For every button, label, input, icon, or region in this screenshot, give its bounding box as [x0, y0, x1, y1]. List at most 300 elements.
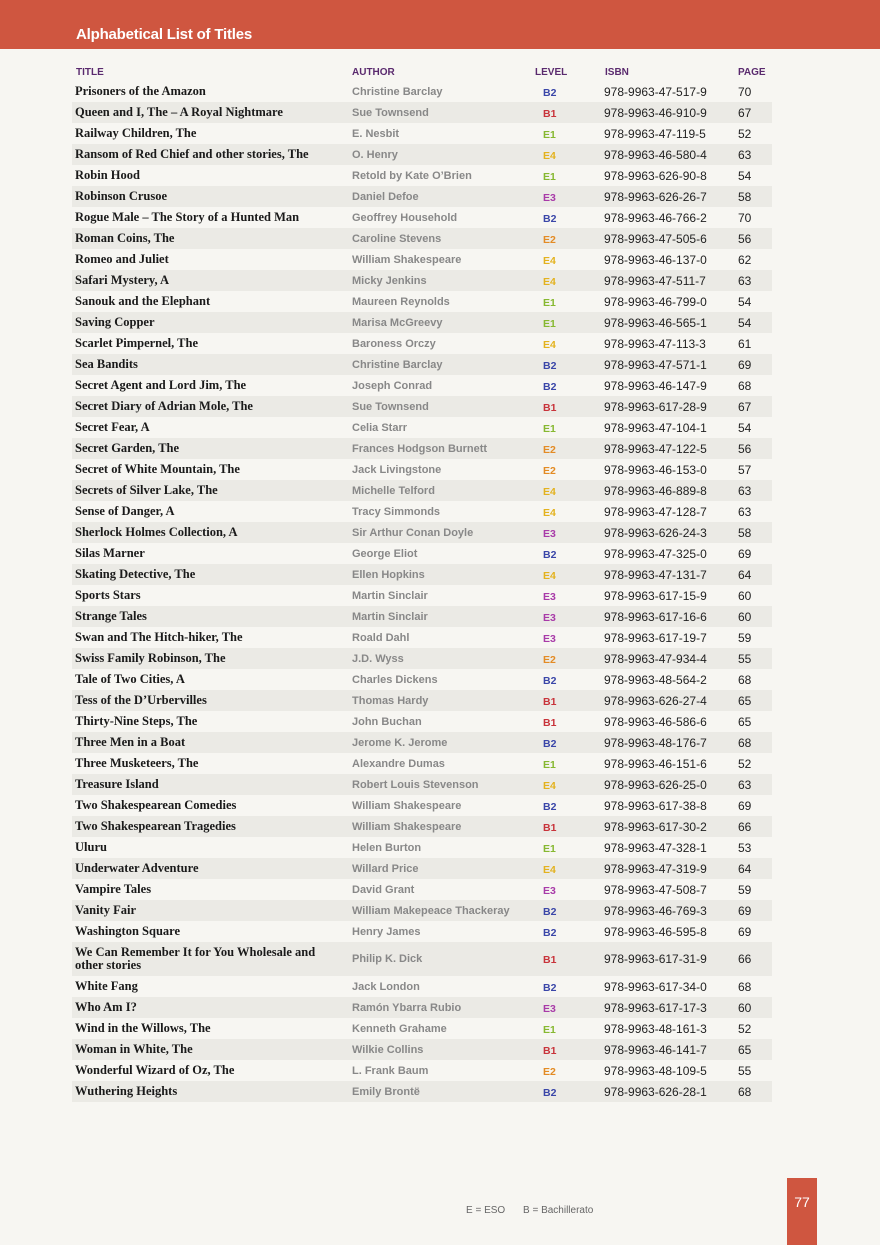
isbn-cell: 978-9963-46-769-3	[604, 903, 707, 918]
author-cell: Jerome K. Jerome	[352, 736, 448, 749]
page-cell: 54	[738, 420, 752, 435]
level-cell: B1	[543, 401, 557, 414]
page-cell: 64	[738, 567, 752, 582]
isbn-cell: 978-9963-626-24-3	[604, 525, 707, 540]
isbn-cell: 978-9963-46-799-0	[604, 294, 707, 309]
level-cell: B2	[543, 800, 557, 813]
title-cell: Secrets of Silver Lake, The	[75, 483, 218, 497]
page-cell: 52	[738, 126, 752, 141]
title-cell: Skating Detective, The	[75, 567, 196, 581]
title-cell: Rogue Male – The Story of a Hunted Man	[75, 210, 300, 224]
isbn-cell: 978-9963-617-19-7	[604, 630, 707, 645]
author-cell: Henry James	[352, 925, 421, 938]
table-row	[72, 627, 772, 648]
title-cell: Sea Bandits	[75, 357, 138, 371]
isbn-cell: 978-9963-47-128-7	[604, 504, 707, 519]
table-row	[72, 270, 772, 291]
title-cell: Tale of Two Cities, A	[75, 672, 185, 686]
page-cell: 69	[738, 924, 752, 939]
isbn-cell: 978-9963-617-31-9	[604, 952, 707, 966]
title-cell: Wind in the Willows, The	[75, 1021, 211, 1035]
isbn-cell: 978-9963-46-889-8	[604, 483, 707, 498]
title-cell: Sanouk and the Elephant	[75, 294, 211, 308]
level-cell: B2	[543, 981, 557, 994]
author-cell: Robert Louis Stevenson	[352, 778, 479, 791]
page-cell: 68	[738, 735, 752, 750]
table-row	[72, 921, 772, 942]
isbn-cell: 978-9963-46-565-1	[604, 315, 707, 330]
author-cell: Sir Arthur Conan Doyle	[352, 526, 474, 539]
author-cell: Ramón Ybarra Rubio	[352, 1001, 462, 1014]
isbn-cell: 978-9963-47-119-5	[604, 126, 706, 141]
table-row	[72, 837, 772, 858]
author-cell: Sue Townsend	[352, 106, 429, 119]
title-cell: Wonderful Wizard of Oz, The	[75, 1063, 235, 1077]
column-header-author: AUTHOR	[352, 67, 395, 78]
table-row	[72, 669, 772, 690]
page-title: Alphabetical List of Titles	[76, 26, 253, 43]
author-cell: Christine Barclay	[352, 358, 443, 371]
isbn-cell: 978-9963-48-109-5	[604, 1063, 707, 1078]
author-cell: Roald Dahl	[352, 631, 410, 644]
author-cell: Caroline Stevens	[352, 232, 442, 245]
title-cell: Underwater Adventure	[75, 861, 199, 875]
level-cell: E1	[543, 170, 556, 183]
level-cell: B2	[543, 1086, 557, 1099]
page-cell: 69	[738, 903, 752, 918]
table-row	[72, 480, 772, 501]
title-cell: Romeo and Juliet	[75, 252, 169, 266]
level-cell: B2	[543, 359, 557, 372]
author-cell: Jack Livingstone	[352, 463, 442, 476]
title-cell: Who Am I?	[75, 1000, 137, 1014]
isbn-cell: 978-9963-46-137-0	[604, 252, 707, 267]
table-row	[72, 417, 772, 438]
author-cell: Sue Townsend	[352, 400, 429, 413]
title-cell: Sports Stars	[75, 588, 141, 602]
page-number-tab	[787, 1178, 817, 1245]
isbn-cell: 978-9963-617-15-9	[604, 588, 707, 603]
table-row	[72, 375, 772, 396]
level-cell: E2	[543, 233, 556, 246]
table-row	[72, 81, 772, 102]
isbn-cell: 978-9963-47-505-6	[604, 231, 707, 246]
isbn-cell: 978-9963-47-319-9	[604, 861, 707, 876]
table-row	[72, 354, 772, 375]
title-cell: Woman in White, The	[75, 1042, 193, 1056]
page-cell: 66	[738, 819, 752, 834]
author-cell: Marisa McGreevy	[352, 316, 443, 329]
table-row	[72, 123, 772, 144]
page-cell: 57	[738, 462, 752, 477]
isbn-cell: 978-9963-47-113-3	[604, 336, 706, 351]
page-cell: 62	[738, 252, 752, 267]
title-cell: Two Shakespearean Tragedies	[75, 819, 236, 833]
level-cell: E3	[543, 191, 556, 204]
level-cell: B2	[543, 905, 557, 918]
level-cell: E4	[543, 149, 556, 162]
author-cell: Thomas Hardy	[352, 694, 429, 707]
isbn-cell: 978-9963-46-141-7	[604, 1042, 707, 1057]
page-cell: 63	[738, 504, 752, 519]
page-cell: 67	[738, 399, 752, 414]
author-cell: David Grant	[352, 883, 415, 896]
title-cell: Queen and I, The – A Royal Nightmare	[75, 105, 283, 119]
title-cell: Treasure Island	[75, 777, 159, 791]
level-cell: B2	[543, 737, 557, 750]
isbn-cell: 978-9963-626-28-1	[604, 1084, 707, 1099]
page-cell: 54	[738, 294, 752, 309]
isbn-cell: 978-9963-47-131-7	[604, 567, 707, 582]
title-cell: White Fang	[75, 979, 138, 993]
page-cell: 64	[738, 861, 752, 876]
page-cell: 69	[738, 357, 752, 372]
title-cell: We Can Remember It for You Wholesale and other stories	[75, 945, 316, 972]
isbn-cell: 978-9963-617-38-8	[604, 798, 707, 813]
page-cell: 58	[738, 189, 752, 204]
title-cell: Secret of White Mountain, The	[75, 462, 240, 476]
author-cell: Daniel Defoe	[352, 190, 419, 203]
author-cell: Helen Burton	[352, 841, 422, 854]
level-cell: B2	[543, 212, 557, 225]
title-cell: Robin Hood	[75, 168, 140, 182]
level-cell: E3	[543, 527, 556, 540]
table-row	[72, 165, 772, 186]
author-cell: O. Henry	[352, 148, 398, 161]
table-row	[72, 291, 772, 312]
page-cell: 65	[738, 693, 752, 708]
table-row	[72, 997, 772, 1018]
table-row	[72, 711, 772, 732]
title-cell: Three Men in a Boat	[75, 735, 186, 749]
page-cell: 59	[738, 882, 752, 897]
level-cell: E3	[543, 632, 556, 645]
page-cell: 63	[738, 273, 752, 288]
level-cell: B2	[543, 926, 557, 939]
author-cell: J.D. Wyss	[352, 652, 404, 665]
author-cell: Martin Sinclair	[352, 589, 428, 602]
page-cell: 68	[738, 378, 752, 393]
title-cell: Safari Mystery, A	[75, 273, 170, 287]
author-cell: Frances Hodgson Burnett	[352, 442, 488, 455]
level-cell: E4	[543, 569, 556, 582]
page-cell: 70	[738, 210, 752, 225]
author-cell: Geoffrey Household	[352, 211, 458, 224]
level-cell: E4	[543, 275, 556, 288]
isbn-cell: 978-9963-617-30-2	[604, 819, 707, 834]
author-cell: Wilkie Collins	[352, 1043, 424, 1056]
level-cell: E2	[543, 1065, 556, 1078]
page-cell: 65	[738, 714, 752, 729]
level-cell: E2	[543, 653, 556, 666]
table-row	[72, 900, 772, 921]
table-row	[72, 1018, 772, 1039]
page-cell: 55	[738, 1063, 752, 1078]
table-row	[72, 858, 772, 879]
author-cell: Joseph Conrad	[352, 379, 433, 392]
level-cell: B2	[543, 380, 557, 393]
level-cell: E2	[543, 443, 556, 456]
level-cell: E1	[543, 422, 556, 435]
author-cell: Kenneth Grahame	[352, 1022, 447, 1035]
author-cell: William Shakespeare	[352, 799, 462, 812]
level-cell: E3	[543, 1002, 556, 1015]
table-row	[72, 207, 772, 228]
author-cell: Emily Brontë	[352, 1085, 420, 1098]
title-cell: Three Musketeers, The	[75, 756, 199, 770]
isbn-cell: 978-9963-46-153-0	[604, 462, 707, 477]
title-cell: Scarlet Pimpernel, The	[75, 336, 199, 350]
title-cell: Secret Diary of Adrian Mole, The	[75, 399, 253, 413]
title-cell: Vampire Tales	[75, 882, 152, 896]
page-cell: 70	[738, 84, 752, 99]
title-cell: Swiss Family Robinson, The	[75, 651, 226, 665]
author-cell: Philip K. Dick	[352, 953, 423, 965]
isbn-cell: 978-9963-47-511-7	[604, 273, 706, 288]
level-cell: E2	[543, 464, 556, 477]
isbn-cell: 978-9963-46-595-8	[604, 924, 707, 939]
table-row	[72, 438, 772, 459]
isbn-cell: 978-9963-46-147-9	[604, 378, 707, 393]
title-cell: Robinson Crusoe	[75, 189, 168, 203]
table-row	[72, 774, 772, 795]
author-cell: William Shakespeare	[352, 820, 462, 833]
level-cell: B1	[543, 107, 557, 120]
titles-table	[72, 81, 772, 1102]
title-cell: Railway Children, The	[75, 126, 197, 140]
title-cell: Secret Fear, A	[75, 420, 150, 434]
table-row	[72, 564, 772, 585]
level-cell: E4	[543, 779, 556, 792]
title-cell: Thirty-Nine Steps, The	[75, 714, 198, 728]
level-cell: E3	[543, 590, 556, 603]
author-cell: Baroness Orczy	[352, 337, 436, 350]
table-row	[72, 795, 772, 816]
author-cell: Michelle Telford	[352, 484, 435, 497]
table-row	[72, 543, 772, 564]
title-cell: Tess of the D’Urbervilles	[75, 693, 207, 707]
page-cell: 69	[738, 798, 752, 813]
table-row	[72, 186, 772, 207]
page-number: 77	[794, 1194, 810, 1210]
page-cell: 67	[738, 105, 752, 120]
title-cell: Prisoners of the Amazon	[75, 84, 206, 98]
isbn-cell: 978-9963-617-34-0	[604, 979, 707, 994]
isbn-cell: 978-9963-48-176-7	[604, 735, 707, 750]
title-cell: Wuthering Heights	[75, 1084, 178, 1098]
page-cell: 54	[738, 168, 752, 183]
page-cell: 58	[738, 525, 752, 540]
page-cell: 60	[738, 609, 752, 624]
author-cell: Micky Jenkins	[352, 274, 427, 287]
level-cell: E1	[543, 842, 556, 855]
table-row	[72, 648, 772, 669]
level-cell: E1	[543, 758, 556, 771]
title-cell: Silas Marner	[75, 546, 145, 560]
table-row	[72, 522, 772, 543]
title-cell: Swan and The Hitch-hiker, The	[75, 630, 243, 644]
isbn-cell: 978-9963-617-28-9	[604, 399, 707, 414]
author-cell: John Buchan	[352, 715, 422, 728]
table-row	[72, 228, 772, 249]
isbn-cell: 978-9963-47-517-9	[604, 84, 707, 99]
author-cell: William Makepeace Thackeray	[352, 904, 510, 917]
title-cell: Secret Garden, The	[75, 441, 180, 455]
table-row	[72, 459, 772, 480]
author-cell: Christine Barclay	[352, 85, 443, 98]
table-row	[72, 879, 772, 900]
page-cell: 63	[738, 777, 752, 792]
level-cell: E4	[543, 506, 556, 519]
table-row	[72, 732, 772, 753]
page-cell: 60	[738, 1000, 752, 1015]
author-cell: George Eliot	[352, 547, 418, 560]
table-row	[72, 690, 772, 711]
table-row	[72, 585, 772, 606]
title-cell: Sherlock Holmes Collection, A	[75, 525, 238, 539]
level-cell: B1	[543, 954, 557, 966]
page-cell: 60	[738, 588, 752, 603]
page-cell: 68	[738, 1084, 752, 1099]
table-row	[72, 1081, 772, 1102]
isbn-cell: 978-9963-46-586-6	[604, 714, 707, 729]
page-cell: 52	[738, 1021, 752, 1036]
title-cell: Saving Copper	[75, 315, 155, 329]
level-cell: E1	[543, 296, 556, 309]
author-cell: L. Frank Baum	[352, 1064, 429, 1077]
level-cell: B1	[543, 695, 557, 708]
author-cell: E. Nesbit	[352, 127, 400, 140]
title-cell: Washington Square	[75, 924, 181, 938]
title-cell: Two Shakespearean Comedies	[75, 798, 237, 812]
column-header-title: TITLE	[76, 67, 104, 78]
level-cell: E1	[543, 128, 556, 141]
legend-eso: E = ESO	[466, 1205, 506, 1216]
page-cell: 69	[738, 546, 752, 561]
author-cell: Tracy Simmonds	[352, 505, 441, 518]
page-cell: 54	[738, 315, 752, 330]
table-row	[72, 396, 772, 417]
title-cell: Vanity Fair	[75, 903, 136, 917]
level-cell: B1	[543, 716, 557, 729]
title-cell: Strange Tales	[75, 609, 147, 623]
isbn-cell: 978-9963-47-104-1	[604, 420, 707, 435]
title-cell: Uluru	[75, 840, 107, 854]
page-cell: 52	[738, 756, 752, 771]
page-cell: 63	[738, 147, 752, 162]
table-row	[72, 606, 772, 627]
table-row	[72, 753, 772, 774]
isbn-cell: 978-9963-626-27-4	[604, 693, 707, 708]
level-cell: B2	[543, 548, 557, 561]
page-cell: 55	[738, 651, 752, 666]
isbn-cell: 978-9963-626-25-0	[604, 777, 707, 792]
table-row	[72, 976, 772, 997]
table-row	[72, 312, 772, 333]
level-cell: E4	[543, 485, 556, 498]
table-row	[72, 102, 772, 123]
author-cell: Charles Dickens	[352, 673, 438, 686]
isbn-cell: 978-9963-617-16-6	[604, 609, 707, 624]
author-cell: Maureen Reynolds	[352, 295, 450, 308]
column-header-level: LEVEL	[535, 67, 568, 78]
table-row	[72, 942, 772, 976]
table-row	[72, 333, 772, 354]
level-cell: E4	[543, 254, 556, 267]
table-row	[72, 1060, 772, 1081]
isbn-cell: 978-9963-47-122-5	[604, 441, 707, 456]
column-header-isbn: ISBN	[605, 67, 629, 78]
page-cell: 68	[738, 672, 752, 687]
table-row	[72, 144, 772, 165]
isbn-cell: 978-9963-47-325-0	[604, 546, 707, 561]
legend-bachillerato: B = Bachillerato	[523, 1205, 594, 1216]
isbn-cell: 978-9963-48-161-3	[604, 1021, 707, 1036]
table-row	[72, 1039, 772, 1060]
level-cell: B2	[543, 674, 557, 687]
level-cell: E3	[543, 884, 556, 897]
author-cell: Celia Starr	[352, 421, 408, 434]
page-cell: 56	[738, 231, 752, 246]
title-cell: Sense of Danger, A	[75, 504, 175, 518]
page-cell: 63	[738, 483, 752, 498]
header-bar	[0, 0, 880, 49]
level-cell: E1	[543, 1023, 556, 1036]
level-cell: E1	[543, 317, 556, 330]
isbn-cell: 978-9963-46-151-6	[604, 756, 707, 771]
page-cell: 53	[738, 840, 752, 855]
isbn-cell: 978-9963-46-766-2	[604, 210, 707, 225]
author-cell: Jack London	[352, 980, 420, 993]
page-cell: 65	[738, 1042, 752, 1057]
page-cell: 68	[738, 979, 752, 994]
isbn-cell: 978-9963-46-910-9	[604, 105, 707, 120]
author-cell: Alexandre Dumas	[352, 757, 445, 770]
author-cell: William Shakespeare	[352, 253, 462, 266]
level-cell: B1	[543, 821, 557, 834]
isbn-cell: 978-9963-626-90-8	[604, 168, 707, 183]
table-row	[72, 501, 772, 522]
isbn-cell: 978-9963-617-17-3	[604, 1000, 707, 1015]
title-cell: Roman Coins, The	[75, 231, 175, 245]
column-header-page: PAGE	[738, 67, 766, 78]
author-cell: Martin Sinclair	[352, 610, 428, 623]
isbn-cell: 978-9963-48-564-2	[604, 672, 707, 687]
table-row	[72, 249, 772, 270]
level-cell: E3	[543, 611, 556, 624]
level-cell: E4	[543, 338, 556, 351]
level-cell: B1	[543, 1044, 557, 1057]
isbn-cell: 978-9963-47-508-7	[604, 882, 707, 897]
author-cell: Retold by Kate O’Brien	[352, 169, 472, 182]
isbn-cell: 978-9963-47-934-4	[604, 651, 707, 666]
level-cell: B2	[543, 86, 557, 99]
page-cell: 66	[738, 952, 752, 966]
level-cell: E4	[543, 863, 556, 876]
isbn-cell: 978-9963-47-571-1	[604, 357, 707, 372]
page-cell: 61	[738, 336, 752, 351]
page-cell: 59	[738, 630, 752, 645]
table-row	[72, 816, 772, 837]
author-cell: Ellen Hopkins	[352, 568, 425, 581]
isbn-cell: 978-9963-46-580-4	[604, 147, 707, 162]
author-cell: Willard Price	[352, 862, 419, 875]
page-cell: 56	[738, 441, 752, 456]
isbn-cell: 978-9963-47-328-1	[604, 840, 707, 855]
title-cell: Secret Agent and Lord Jim, The	[75, 378, 247, 392]
title-cell: Ransom of Red Chief and other stories, The	[75, 147, 309, 161]
isbn-cell: 978-9963-626-26-7	[604, 189, 707, 204]
